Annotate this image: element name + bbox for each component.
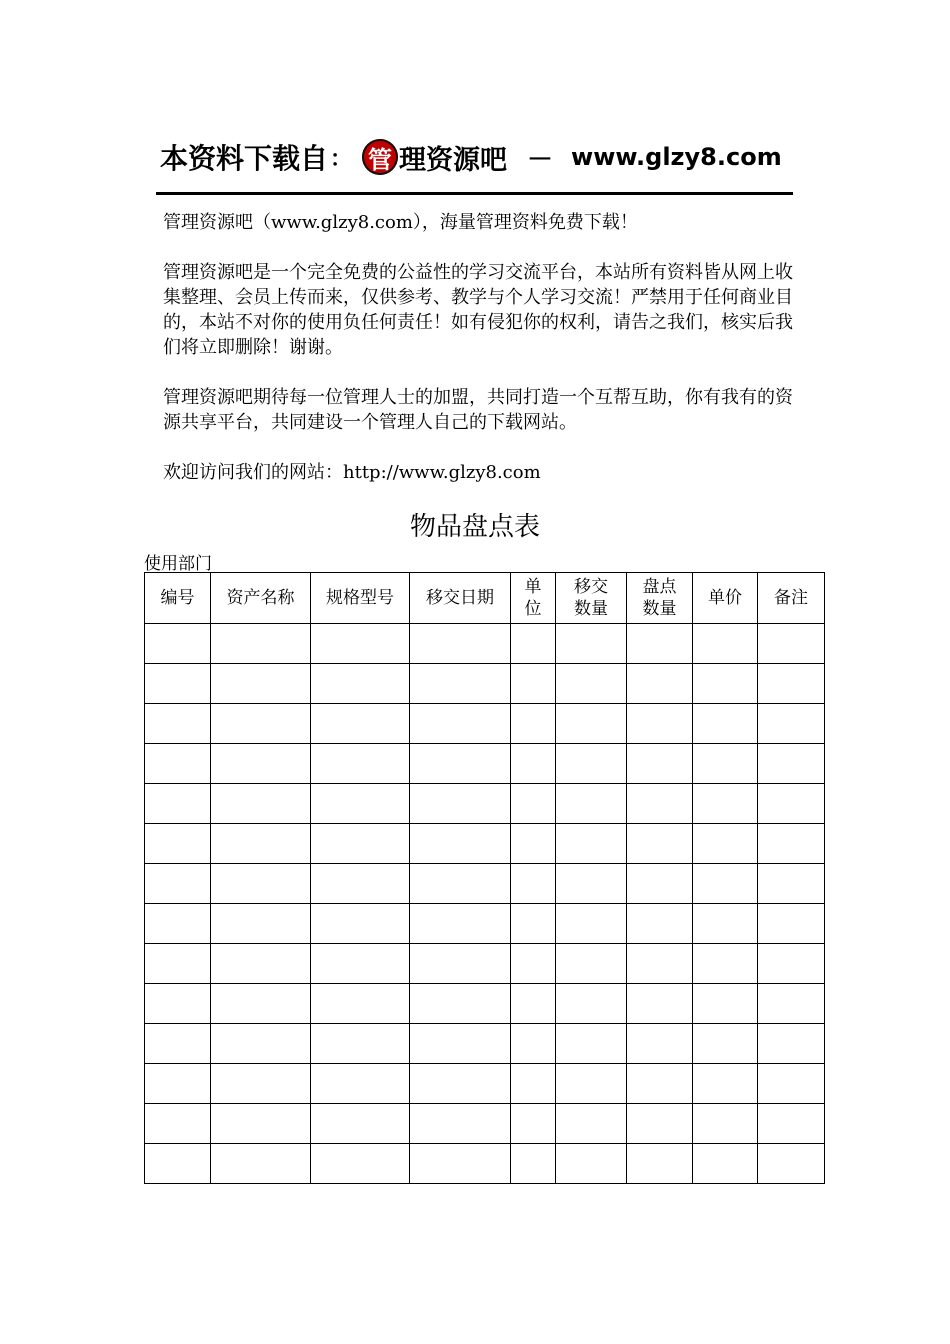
table-row: [145, 1144, 825, 1184]
table-cell[interactable]: [311, 1024, 410, 1064]
table-cell[interactable]: [627, 864, 693, 904]
table-cell[interactable]: [145, 704, 211, 744]
banner-dash: －: [527, 144, 554, 175]
table-cell[interactable]: [758, 1024, 825, 1064]
table-cell[interactable]: [145, 864, 211, 904]
table-cell[interactable]: [410, 664, 511, 704]
table-cell[interactable]: [211, 784, 311, 824]
table-cell[interactable]: [145, 1064, 211, 1104]
table-cell[interactable]: [693, 1024, 758, 1064]
table-cell[interactable]: [627, 624, 693, 664]
banner-lead-text: 本资料下载自: [160, 142, 329, 175]
table-cell[interactable]: [311, 824, 410, 864]
table-cell[interactable]: [311, 704, 410, 744]
table-cell[interactable]: [311, 864, 410, 904]
table-cell[interactable]: [410, 1064, 511, 1104]
table-cell[interactable]: [627, 984, 693, 1024]
table-cell[interactable]: [211, 704, 311, 744]
table-cell[interactable]: [145, 1144, 211, 1184]
table-cell[interactable]: [693, 664, 758, 704]
table-cell[interactable]: [211, 904, 311, 944]
table-cell[interactable]: [556, 624, 627, 664]
table-cell[interactable]: [693, 1064, 758, 1104]
table-cell[interactable]: [211, 864, 311, 904]
header-transfer-date: 移交日期: [410, 573, 511, 624]
table-row: [145, 664, 825, 704]
table-cell[interactable]: [145, 944, 211, 984]
table-cell[interactable]: [511, 824, 556, 864]
table-cell[interactable]: [211, 744, 311, 784]
table-cell[interactable]: [410, 904, 511, 944]
intro-paragraph-2: 管理资源吧是一个完全免费的公益性的学习交流平台，本站所有资料皆从网上收集整理、会员上传而来，仅供参考、教学与个人学习交流！严禁用于任何商业目的，本站不对你的使用负任何责任！如有侵犯你的权利，请告之我们，核实后我们将立即删除！谢谢。: [163, 262, 793, 358]
table-cell[interactable]: [211, 624, 311, 664]
table-cell[interactable]: [311, 984, 410, 1024]
header-transfer-qty: 移交 数量: [556, 573, 627, 624]
table-cell[interactable]: [511, 744, 556, 784]
table-cell[interactable]: [145, 664, 211, 704]
table-cell[interactable]: [311, 744, 410, 784]
table-cell[interactable]: [758, 744, 825, 784]
table-cell[interactable]: [758, 984, 825, 1024]
table-cell[interactable]: [410, 624, 511, 664]
intro-paragraph-1: 管理资源吧（www.glzy8.com），海量管理资料免费下载！: [163, 212, 638, 233]
banner-url: www.glzy8.com: [571, 143, 782, 171]
table-cell[interactable]: [211, 1024, 311, 1064]
table-cell[interactable]: [758, 664, 825, 704]
header-count-qty: 盘点 数量: [627, 573, 693, 624]
table-cell[interactable]: [311, 944, 410, 984]
table-cell[interactable]: [556, 744, 627, 784]
site-logo-icon: 管: [362, 139, 398, 175]
table-cell[interactable]: [211, 824, 311, 864]
table-cell[interactable]: [511, 624, 556, 664]
table-cell[interactable]: [693, 1104, 758, 1144]
table-cell[interactable]: [211, 984, 311, 1024]
header-remarks: 备注: [758, 573, 825, 624]
table-row: [145, 704, 825, 744]
table-cell[interactable]: [211, 944, 311, 984]
intro-text-block: [163, 210, 793, 510]
table-cell[interactable]: [211, 1064, 311, 1104]
table-cell[interactable]: [693, 984, 758, 1024]
table-header-row: [145, 573, 825, 624]
table-cell[interactable]: [693, 944, 758, 984]
table-cell[interactable]: [693, 744, 758, 784]
table-cell[interactable]: [627, 1024, 693, 1064]
table-cell[interactable]: [693, 704, 758, 744]
table-row: [145, 1104, 825, 1144]
table-cell[interactable]: [693, 904, 758, 944]
table-row: [145, 624, 825, 664]
banner-site-name: 理资源吧: [399, 144, 508, 176]
table-cell[interactable]: [410, 744, 511, 784]
table-cell[interactable]: [556, 1144, 627, 1184]
table-cell[interactable]: [145, 824, 211, 864]
table-cell[interactable]: [145, 904, 211, 944]
table-row: [145, 944, 825, 984]
table-cell[interactable]: [511, 664, 556, 704]
table-cell[interactable]: [211, 1104, 311, 1144]
table-cell[interactable]: [758, 824, 825, 864]
header-divider: [156, 192, 793, 195]
table-cell[interactable]: [627, 1144, 693, 1184]
table-cell[interactable]: [556, 784, 627, 824]
table-cell[interactable]: [511, 984, 556, 1024]
table-row: [145, 824, 825, 864]
download-source-banner: [160, 134, 800, 180]
table-cell[interactable]: [511, 864, 556, 904]
table-cell[interactable]: [145, 1104, 211, 1144]
header-id: 编号: [145, 573, 211, 624]
table-cell[interactable]: [556, 904, 627, 944]
table-cell[interactable]: [145, 984, 211, 1024]
table-cell[interactable]: [145, 784, 211, 824]
table-cell[interactable]: [311, 1104, 410, 1144]
table-cell[interactable]: [410, 944, 511, 984]
department-label: 使用部门: [144, 554, 212, 574]
table-cell[interactable]: [556, 824, 627, 864]
table-cell[interactable]: [693, 624, 758, 664]
table-cell[interactable]: [511, 784, 556, 824]
table-cell[interactable]: [627, 944, 693, 984]
table-cell[interactable]: [145, 624, 211, 664]
inventory-table: [144, 572, 825, 1184]
table-cell[interactable]: [410, 1104, 511, 1144]
table-cell[interactable]: [627, 824, 693, 864]
table-cell[interactable]: [145, 744, 211, 784]
table-cell[interactable]: [556, 984, 627, 1024]
table-cell[interactable]: [556, 864, 627, 904]
table-cell[interactable]: [693, 784, 758, 824]
table-cell[interactable]: [556, 944, 627, 984]
table-cell[interactable]: [511, 904, 556, 944]
table-row: [145, 864, 825, 904]
table-cell[interactable]: [627, 744, 693, 784]
table-cell[interactable]: [758, 1104, 825, 1144]
table-cell[interactable]: [511, 704, 556, 744]
table-cell[interactable]: [758, 904, 825, 944]
table-cell[interactable]: [693, 824, 758, 864]
table-cell[interactable]: [410, 864, 511, 904]
table-cell[interactable]: [145, 1024, 211, 1064]
table-cell[interactable]: [627, 704, 693, 744]
table-cell[interactable]: [758, 624, 825, 664]
table-cell[interactable]: [311, 1144, 410, 1184]
table-cell[interactable]: [758, 784, 825, 824]
table-cell[interactable]: [627, 664, 693, 704]
table-cell[interactable]: [758, 944, 825, 984]
header-spec-model: 规格型号: [311, 573, 410, 624]
table-cell[interactable]: [556, 664, 627, 704]
table-cell[interactable]: [627, 1104, 693, 1144]
table-cell[interactable]: [556, 1024, 627, 1064]
table-cell[interactable]: [693, 1144, 758, 1184]
header-unit: 单 位: [511, 573, 556, 624]
intro-paragraph-3: 管理资源吧期待每一位管理人士的加盟，共同打造一个互帮互助，你有我有的资源共享平台，共同建设一个管理人自己的下载网站。: [163, 387, 793, 433]
table-cell[interactable]: [693, 864, 758, 904]
table-cell[interactable]: [556, 1064, 627, 1104]
table-row: [145, 1024, 825, 1064]
banner-colon: ：: [330, 146, 353, 172]
table-cell[interactable]: [758, 864, 825, 904]
table-cell[interactable]: [556, 704, 627, 744]
table-cell[interactable]: [311, 784, 410, 824]
table-cell[interactable]: [311, 664, 410, 704]
table-cell[interactable]: [410, 1144, 511, 1184]
table-cell[interactable]: [410, 824, 511, 864]
table-row: [145, 984, 825, 1024]
table-cell[interactable]: [511, 1064, 556, 1104]
intro-paragraph-4: 欢迎访问我们的网站：http://www.glzy8.com: [163, 462, 541, 483]
table-cell[interactable]: [511, 1024, 556, 1064]
table-cell[interactable]: [511, 1104, 556, 1144]
table-row: [145, 1064, 825, 1104]
table-cell[interactable]: [627, 904, 693, 944]
table-cell[interactable]: [311, 904, 410, 944]
table-row: [145, 744, 825, 784]
table-cell[interactable]: [511, 1144, 556, 1184]
table-cell[interactable]: [211, 1144, 311, 1184]
table-cell[interactable]: [627, 784, 693, 824]
table-cell[interactable]: [758, 704, 825, 744]
table-cell[interactable]: [556, 1104, 627, 1144]
table-row: [145, 904, 825, 944]
table-cell[interactable]: [410, 1024, 511, 1064]
table-cell[interactable]: [311, 1064, 410, 1104]
table-row: [145, 784, 825, 824]
table-body: [145, 624, 825, 1184]
page-title: 物品盘点表: [409, 512, 540, 542]
table-cell[interactable]: [410, 984, 511, 1024]
header-unit-price: 单价: [693, 573, 758, 624]
table-cell[interactable]: [758, 1144, 825, 1184]
table-cell[interactable]: [311, 624, 410, 664]
table-cell[interactable]: [627, 1064, 693, 1104]
table-cell[interactable]: [758, 1064, 825, 1104]
table-cell[interactable]: [410, 704, 511, 744]
header-asset-name: 资产名称: [211, 573, 311, 624]
table-cell[interactable]: [410, 784, 511, 824]
table-cell[interactable]: [211, 664, 311, 704]
table-cell[interactable]: [511, 944, 556, 984]
